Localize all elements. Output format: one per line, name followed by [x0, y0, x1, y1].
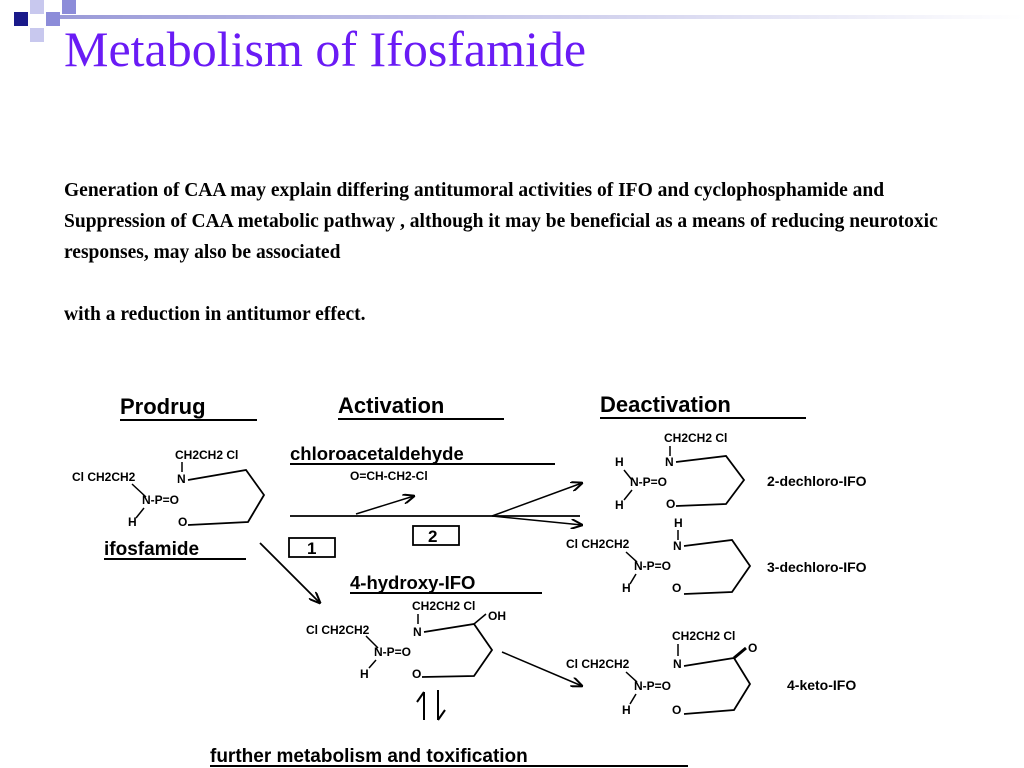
- keto-ifo-structure: [566, 629, 757, 717]
- fragment-h: H: [360, 667, 369, 681]
- ifosfamide-label: ifosfamide: [104, 539, 200, 560]
- bond: [630, 694, 636, 704]
- dechloro-2-structure: [615, 431, 744, 512]
- fragment-ch2ch2cl: CH2CH2 Cl: [175, 448, 239, 462]
- decor-square-light: [30, 0, 44, 14]
- step-number: 2: [428, 527, 438, 546]
- fragment-h: H: [622, 703, 631, 717]
- fragment-h: H: [615, 498, 624, 512]
- decor-square-mid: [62, 0, 76, 14]
- fragment-npo: N-P=O: [630, 475, 668, 489]
- fragment-o: O: [748, 641, 758, 655]
- decor-square-light: [30, 28, 44, 42]
- fragment-npo: N-P=O: [142, 493, 180, 507]
- header-prodrug: Prodrug: [120, 394, 206, 419]
- fragment-clch2ch2: Cl CH2CH2: [72, 470, 136, 484]
- fragment-o: O: [666, 497, 676, 511]
- fragment-oh: OH: [488, 609, 506, 623]
- fragment-ch2ch2cl: CH2CH2 Cl: [664, 431, 728, 445]
- footer-label: further metabolism and toxification: [210, 746, 528, 767]
- fragment-h: H: [674, 516, 683, 530]
- fragment-ch2ch2cl: CH2CH2 Cl: [412, 599, 476, 613]
- fragment-n: N: [673, 657, 682, 671]
- reagent-name: chloroacetaldehyde: [290, 443, 464, 464]
- fragment-n: N: [673, 539, 682, 553]
- ifosfamide-structure: [72, 448, 264, 529]
- decor-square-mid: [46, 12, 60, 26]
- fragment-clch2ch2: Cl CH2CH2: [306, 623, 370, 637]
- bond: [369, 660, 376, 668]
- slide-title: Metabolism of Ifosfamide: [64, 21, 587, 77]
- fragment-n: N: [177, 472, 186, 486]
- double-bond: [734, 648, 746, 658]
- fragment-o: O: [672, 703, 682, 717]
- ring: [676, 456, 744, 506]
- fragment-clch2ch2: Cl CH2CH2: [566, 657, 630, 671]
- fragment-h: H: [615, 455, 624, 469]
- ring: [684, 658, 750, 714]
- ring: [684, 540, 750, 594]
- header-activation: Activation: [338, 393, 445, 418]
- body-paragraph: Generation of CAA may explain differing antitumoral activities of IFO and cyclophosphamide and Suppression of CAA metabolic pathway , although it may be beneficial as a means of reducing neurotoxic responses, may also be associated: [64, 180, 938, 263]
- bond: [136, 508, 144, 518]
- fragment-h: H: [622, 581, 631, 595]
- fragment-o: O: [672, 581, 682, 595]
- fragment-n: N: [665, 455, 674, 469]
- fragment-clch2ch2: Cl CH2CH2: [566, 537, 630, 551]
- ring: [188, 470, 264, 525]
- fragment-h: H: [128, 515, 137, 529]
- fragment-o: O: [412, 667, 422, 681]
- arrow: [492, 516, 582, 525]
- hydroxy-label: 4-hydroxy-IFO: [350, 572, 476, 593]
- ring: [422, 624, 492, 677]
- hydroxy-ifo-structure: [306, 599, 506, 681]
- fragment-npo: N-P=O: [634, 559, 672, 573]
- slide-body: [64, 175, 964, 330]
- equilibrium-arrows: [417, 690, 445, 720]
- product-label: 4-keto-IFO: [787, 677, 857, 693]
- product-label: 2-dechloro-IFO: [767, 473, 867, 489]
- fragment-n: N: [413, 625, 422, 639]
- header-deactivation: Deactivation: [600, 392, 731, 417]
- fragment-npo: N-P=O: [374, 645, 412, 659]
- decor-line: [60, 15, 1024, 19]
- fragment-o: O: [178, 515, 188, 529]
- bond: [624, 490, 632, 500]
- reagent-formula: O=CH-CH2-Cl: [350, 469, 428, 483]
- dechloro-3-structure: [566, 516, 750, 595]
- step-number: 1: [307, 539, 317, 558]
- fragment-npo: N-P=O: [634, 679, 672, 693]
- arrow: [356, 496, 414, 514]
- arrow: [492, 483, 582, 516]
- body-paragraph: with a reduction in antitumor effect.: [64, 304, 366, 325]
- bond: [474, 614, 486, 624]
- metabolism-diagram: [60, 380, 960, 768]
- bond: [630, 574, 636, 584]
- decor-square-dark: [14, 12, 28, 26]
- product-label: 3-dechloro-IFO: [767, 559, 867, 575]
- fragment-ch2ch2cl: CH2CH2 Cl: [672, 629, 736, 643]
